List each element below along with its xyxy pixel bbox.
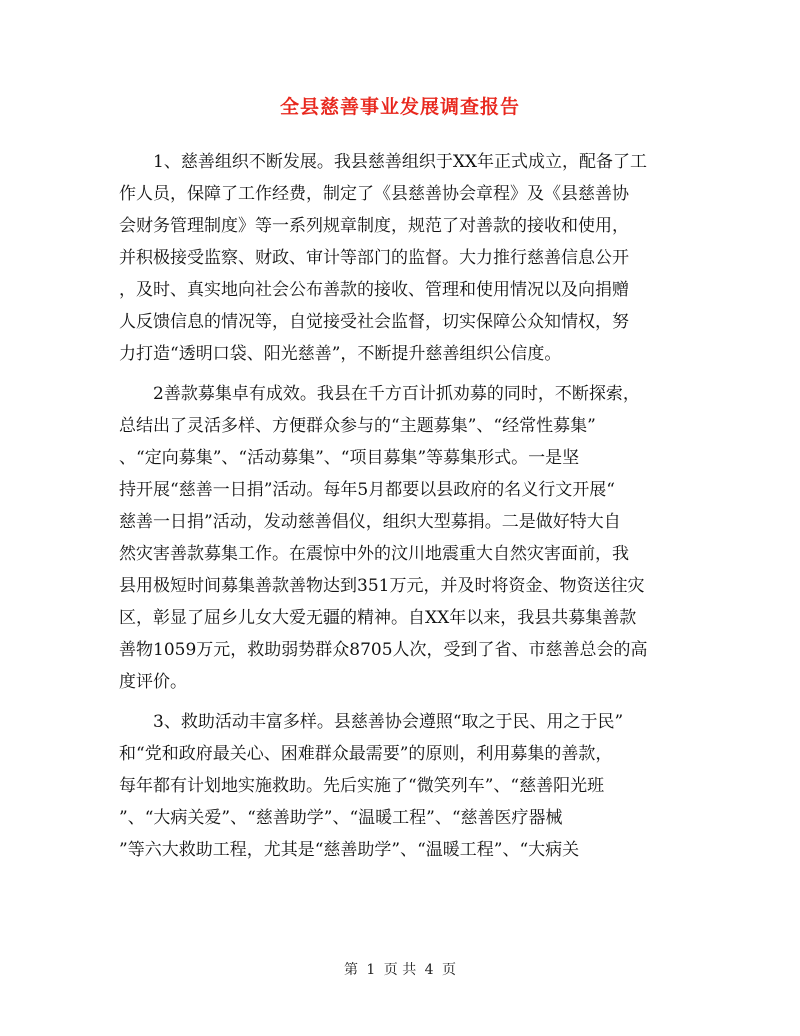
paragraph-line: 会财务管理制度》等一系列规章制度，规范了对善款的接收和使用， xyxy=(119,216,629,236)
footer-mid: 页 共 xyxy=(383,962,417,978)
paragraph-line: ”等六大救助工程，尤其是“慈善助学”、“温暖工程”、“大病关 xyxy=(119,840,580,860)
paragraph-line: 慈善一日捐”活动，发动慈善倡仪，组织大型募捐。二是做好特大自 xyxy=(119,512,621,532)
footer-suffix: 页 xyxy=(442,962,457,978)
paragraph-line: 总结出了灵活多样、方便群众参与的“主题募集”、“经常性募集” xyxy=(119,416,596,436)
paragraph-line: 1、慈善组织不断发展。我县慈善组织于XX年正式成立，配备了工 xyxy=(153,152,648,172)
paragraph-2 xyxy=(119,378,671,698)
paragraph-line: 每年都有计划地实施救助。先后实施了“微笑列车”、“慈善阳光班 xyxy=(119,776,605,796)
paragraph-line: 度评价。 xyxy=(119,672,187,692)
paragraph-line: 持开展“慈善一日捐”活动。每年5月都要以县政府的名义行文开展“ xyxy=(119,480,615,500)
paragraph-gap xyxy=(119,370,671,378)
paragraph-line: 力打造“透明口袋、阳光慈善”，不断提升慈善组织公信度。 xyxy=(119,344,562,364)
paragraph-3 xyxy=(119,706,671,866)
paragraph-line: 2善款募集卓有成效。我县在千方百计抓劝募的同时，不断探索， xyxy=(153,384,640,404)
footer-prefix: 第 xyxy=(343,962,358,978)
footer-total-pages: 4 xyxy=(424,962,434,978)
paragraph-gap xyxy=(119,698,671,706)
paragraph-line: 区，彰显了屈乡儿女大爱无疆的精神。自XX年以来，我县共募集善款 xyxy=(119,608,637,628)
paragraph-line: ”、“大病关爱”、“慈善助学”、“温暖工程”、“慈善医疗器械 xyxy=(119,808,563,828)
paragraph-line: 和“党和政府最关心、困难群众最需要”的原则，利用募集的善款， xyxy=(119,744,613,764)
document-body xyxy=(119,146,671,866)
paragraph-line: 、“定向募集”、“活动募集”、“项目募集”等募集形式。一是坚 xyxy=(119,448,580,468)
paragraph-line: 作人员，保障了工作经费，制定了《县慈善协会章程》及《县慈善协 xyxy=(119,184,629,204)
paragraph-1 xyxy=(119,146,671,370)
paragraph-line: 并积极接受监察、财政、审计等部门的监督。大力推行慈善信息公开 xyxy=(119,248,629,268)
paragraph-line: 然灾害善款募集工作。在震惊中外的汶川地震重大自然灾害面前，我 xyxy=(119,544,629,564)
page-footer xyxy=(0,960,800,980)
paragraph-line: 人反馈信息的情况等，自觉接受社会监督，切实保障公众知情权，努 xyxy=(119,312,629,332)
paragraph-line: 3、救助活动丰富多样。县慈善协会遵照“取之于民、用之于民” xyxy=(153,712,624,732)
footer-page-number: 1 xyxy=(366,962,376,978)
paragraph-line: ，及时、真实地向社会公布善款的接收、管理和使用情况以及向捐赠 xyxy=(119,280,629,300)
paragraph-line: 善物1059万元，救助弱势群众8705人次，受到了省、市慈善总会的高 xyxy=(119,640,648,660)
document-title: 全县慈善事业发展调查报告 xyxy=(279,96,520,118)
paragraph-line: 县用极短时间募集善款善物达到351万元，并及时将资金、物资送往灾 xyxy=(119,576,645,596)
